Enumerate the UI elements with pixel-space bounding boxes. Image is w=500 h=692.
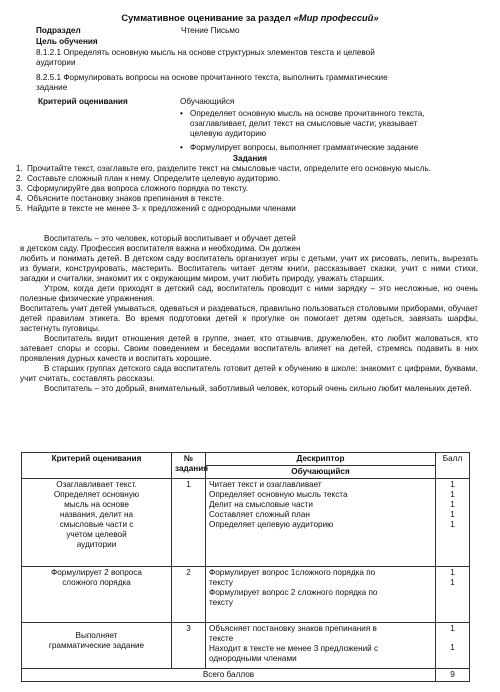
criterion-line: названия, делит на: [59, 510, 134, 519]
criteria-label: Критерий оценивания: [38, 97, 128, 106]
criterion-line: аудитории: [76, 540, 117, 549]
header-score: Балл: [436, 453, 470, 479]
task-item: 5. Найдите в тексте не менее 3- х предложений с однородными членами: [25, 204, 485, 214]
row-task-number: 1: [172, 479, 206, 567]
row-criterion: [22, 623, 172, 669]
score-value: 1: [450, 490, 455, 499]
header-criterion: Критерий оценивания: [22, 453, 172, 479]
row-descriptors: [206, 623, 436, 669]
subsection-label: Подраздел: [36, 26, 81, 35]
goal-1-line-2: аудитории: [36, 58, 76, 67]
descriptor-line: Находит в тексте не менее 3 предложений с: [209, 644, 379, 653]
rubric-header-row: [22, 453, 470, 466]
header-student: Обучающийся: [206, 466, 436, 479]
title-section-name: «Мир профессий»: [293, 12, 379, 23]
header-task-number: [172, 453, 209, 479]
descriptor-line: тексту: [209, 598, 233, 607]
row-task-number: 2: [172, 567, 206, 623]
table-row: [22, 479, 470, 567]
row-task-number: 3: [172, 623, 206, 669]
goal-1: [36, 48, 476, 68]
descriptor-line: тексте: [209, 634, 234, 643]
text-paragraph: любить и понимать детей. В детском саду воспитатель организует игры с детьми, учит их рисовать, лепить, вырезать из бумаги, конструировать, мастерить. Воспитатель читает детям книги, рассказывает сказки, учит с ними стихи, загадки и считалки, знакомит их с окружающим миром, учит любить природу, уважать старших.: [20, 254, 478, 283]
header-task-number-line-1: №: [183, 454, 194, 463]
criterion-line: Формулирует 2 вопроса: [51, 568, 142, 577]
criterion-line: Озаглавливает текст.: [56, 480, 137, 489]
bullet-1-line-3: целевую аудиторию: [190, 129, 267, 138]
text-paragraph: Утром, когда дети приходят в детский сад, воспитатель проводит с ними зарядку – это несложные, но очень полезные физические упражнения.: [20, 284, 478, 303]
task-item: 3. Сформулируйте два вопроса сложного порядка по тексту.: [25, 184, 485, 194]
task-item: 2. Составьте сложный план к нему. Определите целевую аудиторию.: [25, 174, 485, 184]
goal-2-line-1: 8.2.5.1 Формулировать вопросы на основе прочитанного текста, выполнить грамматические: [36, 73, 388, 82]
row-criterion: [22, 479, 172, 567]
criteria-student: Обучающийся: [180, 97, 235, 106]
text-line: Воспитатель – это человек, который воспитывает и обучает детей: [44, 234, 296, 243]
descriptor-line: тексту: [209, 578, 233, 587]
reading-text: [20, 234, 478, 394]
criterion-line: смысловые части с: [59, 520, 134, 529]
goals-label: Цель обучения: [36, 37, 98, 46]
tasks-list: [8, 164, 485, 214]
score-value: 1: [450, 568, 455, 577]
criterion-line: учетом целевой: [66, 530, 127, 539]
score-value: 1: [450, 520, 455, 529]
tasks-heading: Задания: [232, 154, 268, 163]
descriptor-line: Формулирует вопрос 1сложного порядка по: [209, 568, 376, 577]
row-descriptors: [206, 567, 436, 623]
score-value: 1: [450, 578, 455, 587]
task-item: 4. Объясните постановку знаков препинания в тексте.: [25, 194, 485, 204]
row-scores: [436, 567, 470, 623]
row-criterion: [22, 567, 172, 623]
descriptor-line: Определяет целевую аудиторию: [209, 520, 334, 529]
title-text: Суммативное оценивание за раздел: [121, 12, 291, 23]
total-value: 9: [436, 669, 470, 682]
criteria-bullet-2: • Формулирует вопросы, выполняет грамматические задание: [180, 143, 490, 153]
score-value: 1: [450, 510, 455, 519]
table-row: [22, 623, 470, 669]
descriptor-line: Формулирует вопрос 2 сложного порядка по: [209, 588, 378, 597]
criterion-line: грамматические задание: [48, 641, 145, 650]
criterion-line: Выполняет: [75, 631, 118, 640]
rubric-total-row: [22, 669, 470, 682]
goal-1-line-1: 8.1.2.1 Определять основную мысль на основе структурных элементов текста и целевой: [36, 48, 375, 57]
row-descriptors: [206, 479, 436, 567]
text-paragraph: Воспитатель – это добрый, внимательный, заботливый человек, который очень сильно любит маленьких детей.: [44, 384, 472, 393]
score-value: 1: [450, 500, 455, 509]
goal-2: [36, 73, 476, 93]
descriptor-line: Определяет основную мысль текста: [209, 490, 348, 499]
header-task-number-line-2: задания: [175, 464, 209, 473]
rubric-table: [21, 452, 470, 682]
bullet-1-line-1: • Определяет основную мысль на основе прочитанного текста,: [190, 109, 425, 118]
text-line: в детском саду. Профессия воспитателя важна и необходима. Он должен: [20, 244, 301, 253]
text-paragraph: Воспитатель видит отношения детей в группе, знает, кто отзывчив, дружелюбен, кто любит жаловаться, кто затевает споры и ссоры. Своим поведением и беседами воспитатель влияет на детей, стремясь подавить в них проявления дурных качеств и воспитать хорошие.: [20, 334, 478, 363]
descriptor-line: однородными членами: [209, 654, 297, 663]
text-paragraph: В старших группах детского сада воспитатель готовит детей к обучению в школе: знакомит с цифрами, буквами, учит считать, составлять рассказы.: [20, 364, 478, 383]
goal-2-line-2: задание: [36, 83, 68, 92]
score-value: 1: [450, 624, 455, 633]
bullet-1-line-2: озаглавливает, делит текст на смысловые части; указывает: [190, 119, 418, 128]
descriptor-line: Объясняет постановку знаков препинания в: [209, 624, 377, 633]
header-descriptor: Дескриптор: [206, 453, 436, 466]
score-value: 1: [450, 480, 455, 489]
criterion-line: Определяет основную: [53, 490, 140, 499]
criterion-line: сложного порядка: [62, 578, 131, 587]
descriptor-line: Делит на смысловые части: [209, 500, 313, 509]
descriptor-line: Составляет сложный план: [209, 510, 310, 519]
row-scores: [436, 479, 470, 567]
text-paragraph: Воспитатель учит детей умываться, одеваться и раздеваться, правильно пользоваться столовыми приборами, обучает детей правилам этикета. Во время подготовки детей к прогулке он помогает детям одеться, завязать шарфы, застегнуть пуговицы.: [20, 304, 478, 333]
score-value: 1: [450, 643, 455, 652]
table-row: [22, 567, 470, 623]
row-scores: [436, 623, 470, 669]
subsection-value: Чтение Письмо: [181, 26, 240, 35]
criteria-bullet-1: [180, 109, 490, 139]
total-label: Всего баллов: [22, 669, 436, 682]
descriptor-line: Читает текст и озаглавливает: [209, 480, 322, 489]
page-title: [0, 12, 500, 23]
criterion-line: мысль на основе: [64, 500, 129, 509]
task-item: 1. Прочитайте текст, озаглавьте его, разделите текст на смысловые части, определите его основную мысль.: [25, 164, 485, 174]
